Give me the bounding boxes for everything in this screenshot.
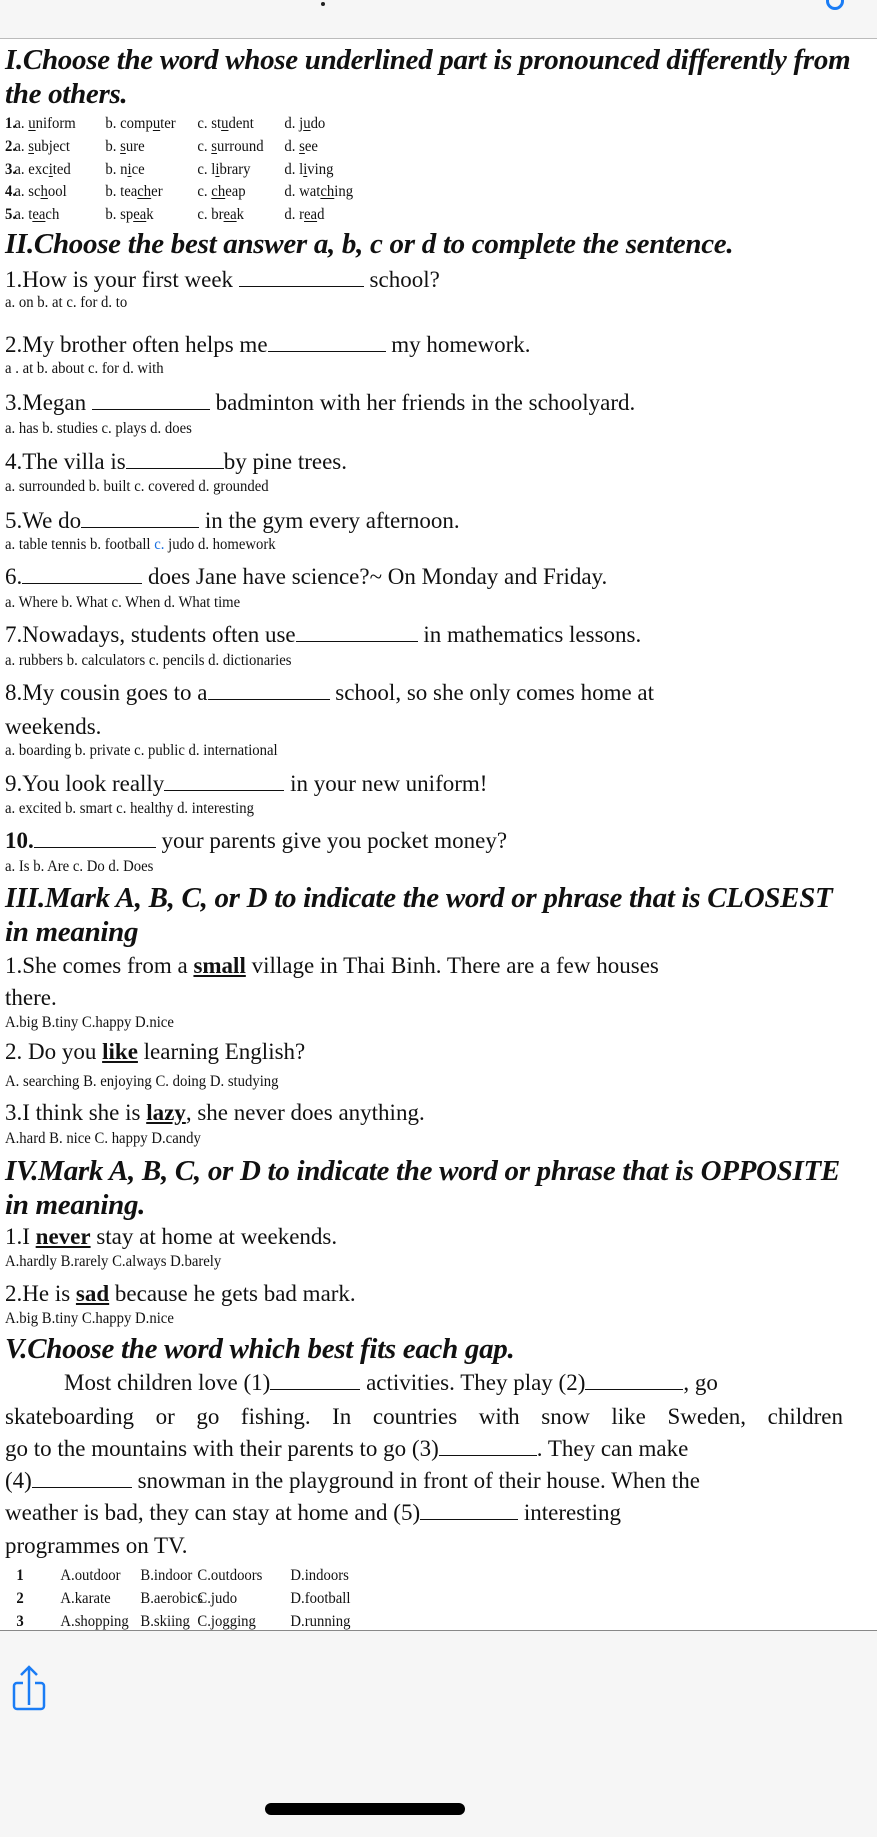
section-4-heading: IV.Mark A, B, C, or D to indicate the word or phrase that is OPPOSITE xyxy=(5,1155,840,1187)
option xyxy=(197,138,263,156)
word-part: c. xyxy=(197,183,212,200)
options-2-9: a. excited b. smart c. healthy d. interesting xyxy=(5,800,254,817)
question-2-9: 9.You look really in your new uniform! xyxy=(5,771,488,796)
word-part: d. r xyxy=(284,206,305,223)
option: B.skiing xyxy=(140,1613,190,1630)
underlined-part: ch xyxy=(211,183,226,200)
page-indicator-dot xyxy=(321,2,325,6)
underlined-part: i xyxy=(127,161,132,178)
question-3-1: 1.She comes from a small village in Thai Binh. There are a few houses xyxy=(5,953,659,978)
underlined-part: s xyxy=(299,138,305,155)
word-part: c. st xyxy=(197,115,222,132)
row-number: 3 xyxy=(16,1613,24,1630)
underlined-part: ea xyxy=(223,206,237,223)
word-part: b. n xyxy=(105,161,128,178)
options-2-8: a. boarding b. private c. public d. international xyxy=(5,742,278,759)
option xyxy=(197,183,245,201)
word-part: eap xyxy=(225,183,246,200)
question-2-1: 1.How is your first week school? xyxy=(5,267,440,292)
options-2-10: a. Is b. Are c. Do d. Does xyxy=(5,858,154,875)
word-part: urround xyxy=(217,138,264,155)
word-part: d xyxy=(317,206,325,223)
row-number: 2 xyxy=(16,1590,24,1607)
option xyxy=(197,161,250,179)
question-3-2: 2. Do you like learning English? xyxy=(5,1039,306,1064)
question-4-2: 2.He is sad because he gets bad mark. xyxy=(5,1281,356,1306)
option xyxy=(105,138,144,156)
word-part: ch xyxy=(45,206,60,223)
word-part: d. wat xyxy=(284,183,321,200)
option xyxy=(14,115,75,133)
question-2-2: 2.My brother often helps me my homework. xyxy=(5,332,531,357)
section-2-heading: II.Choose the best answer a, b, c or d to complete the sentence. xyxy=(5,228,734,260)
row-number: 2. xyxy=(5,138,17,155)
underlined-part: s xyxy=(28,138,35,155)
option: A.outdoor xyxy=(60,1567,121,1584)
underlined-part: ea xyxy=(133,206,147,223)
word-part: ted xyxy=(52,161,71,178)
option: A.karate xyxy=(60,1590,111,1607)
option xyxy=(284,161,333,179)
option xyxy=(197,206,244,224)
row-number: 3. xyxy=(5,161,17,178)
underlined-part: u xyxy=(221,115,229,132)
word-part: d. xyxy=(284,138,300,155)
underlined-part: ea xyxy=(32,206,46,223)
home-indicator[interactable] xyxy=(265,1803,465,1815)
options-3-1: A.big B.tiny C.happy D.nice xyxy=(5,1014,174,1031)
underlined-part: ch xyxy=(320,183,335,200)
option xyxy=(284,115,325,133)
word-part: b. tea xyxy=(105,183,138,200)
option: A.shopping xyxy=(60,1613,129,1630)
section-5-heading: V.Choose the word which best fits each gap. xyxy=(5,1333,515,1365)
question-2-10: 10. your parents give you pocket money? xyxy=(5,828,508,853)
underlined-part: i xyxy=(48,161,53,178)
word-part: d. l xyxy=(284,161,304,178)
section-1-heading: I.Choose the word whose underlined part is pronounced differently from xyxy=(5,44,851,76)
underlined-part: u xyxy=(28,115,36,132)
question-3-1-cont: there. xyxy=(5,985,57,1010)
word-part: do xyxy=(310,115,326,132)
word-part: ving xyxy=(307,161,334,178)
row-number: 1 xyxy=(16,1567,24,1584)
word-part: ter xyxy=(160,115,176,132)
option xyxy=(105,183,162,201)
word-part: a. exc xyxy=(14,161,49,178)
row-number: 4. xyxy=(5,183,17,200)
passage-line-4: (4) snowman in the playground in front of their house. When the xyxy=(5,1468,700,1493)
word-part: a. xyxy=(14,138,29,155)
option xyxy=(284,138,318,156)
options-4-2: A.big B.tiny C.happy D.nice xyxy=(5,1310,174,1327)
word-part: dent xyxy=(228,115,254,132)
option xyxy=(284,183,353,201)
word-part: c. l xyxy=(197,161,216,178)
word-part: k xyxy=(146,206,154,223)
share-icon[interactable] xyxy=(12,1665,46,1716)
underlined-part: ea xyxy=(304,206,318,223)
option xyxy=(14,161,70,179)
word-part: b. xyxy=(105,138,121,155)
question-4-1: 1.I never stay at home at weekends. xyxy=(5,1224,338,1249)
section-4-heading-cont: in meaning. xyxy=(5,1189,146,1221)
underlined-part: i xyxy=(303,161,308,178)
word-part: c. br xyxy=(197,206,224,223)
question-2-8: 8.My cousin goes to a school, so she only comes home at xyxy=(5,680,655,705)
word-part: d. j xyxy=(284,115,304,132)
word-part: niform xyxy=(35,115,76,132)
section-3-heading: III.Mark A, B, C, or D to indicate the word or phrase that is CLOSEST xyxy=(5,882,833,914)
word-part: ool xyxy=(47,183,67,200)
underlined-part: s xyxy=(120,138,126,155)
word-part: ubject xyxy=(34,138,70,155)
underlined-part: ch xyxy=(137,183,152,200)
option xyxy=(105,206,153,224)
options-3-2: A. searching B. enjoying C. doing D. studying xyxy=(5,1073,279,1090)
options-2-3: a. has b. studies c. plays d. does xyxy=(5,420,192,437)
word-part: b. comp xyxy=(105,115,153,132)
option xyxy=(197,115,253,133)
question-2-3: 3.Megan badminton with her friends in the schoolyard. xyxy=(5,390,636,415)
row-number: 5. xyxy=(5,206,17,223)
passage-line-6: programmes on TV. xyxy=(5,1533,188,1558)
word-part: ee xyxy=(304,138,318,155)
options-2-7: a. rubbers b. calculators c. pencils d. dictionaries xyxy=(5,652,292,669)
section-1-heading-cont: the others. xyxy=(5,78,128,110)
word-part: ing xyxy=(334,183,354,200)
options-2-4: a. surrounded b. built c. covered d. grounded xyxy=(5,478,269,495)
option: D.running xyxy=(290,1613,351,1630)
option: B.aerobics xyxy=(140,1590,203,1607)
option xyxy=(14,206,59,224)
question-2-4: 4.The villa is by pine trees. xyxy=(5,449,347,474)
question-3-3: 3.I think she is lazy, she never does anything. xyxy=(5,1100,425,1125)
word-part: k xyxy=(236,206,244,223)
passage-line-1: Most children love (1) activities. They play (2) , go xyxy=(64,1370,718,1395)
underlined-part: h xyxy=(40,183,48,200)
options-3-3: A.hard B. nice C. happy D.candy xyxy=(5,1130,201,1147)
options-2-5: a. table tennis b. football c. judo d. homework xyxy=(5,536,276,553)
word-part: brary xyxy=(219,161,251,178)
word-part: b. sp xyxy=(105,206,134,223)
section-3-heading-cont: in meaning xyxy=(5,916,139,948)
word-part: er xyxy=(151,183,163,200)
option xyxy=(14,183,66,201)
options-2-1: a. on b. at c. for d. to xyxy=(5,294,128,311)
option: C.outdoors xyxy=(197,1567,263,1584)
option: D.football xyxy=(290,1590,351,1607)
passage-line-3: go to the mountains with their parents to go (3) . They can make xyxy=(5,1436,689,1461)
option: B.indoor xyxy=(140,1567,193,1584)
row-number: 1. xyxy=(5,115,17,132)
question-2-6: 6. does Jane have science?~ On Monday and Friday. xyxy=(5,564,608,589)
question-2-7: 7.Nowadays, students often use in mathematics lessons. xyxy=(5,622,642,647)
top-bar xyxy=(0,0,877,39)
option: D.indoors xyxy=(290,1567,349,1584)
loading-indicator-icon xyxy=(826,0,844,10)
word-part: a. t xyxy=(14,206,33,223)
word-part: a. xyxy=(14,115,29,132)
underlined-part: i xyxy=(215,161,220,178)
underlined-part: u xyxy=(152,115,161,132)
underlined-part: u xyxy=(303,115,311,132)
options-2-2: a . at b. about c. for d. with xyxy=(5,360,164,377)
question-2-5: 5.We do in the gym every afternoon. xyxy=(5,508,460,533)
options-4-1: A.hardly B.rarely C.always D.barely xyxy=(5,1253,222,1270)
passage-line-5: weather is bad, they can stay at home and (5) interesting xyxy=(5,1500,621,1525)
word-part: a. sc xyxy=(14,183,41,200)
word-part: c. xyxy=(197,138,212,155)
option xyxy=(14,138,70,156)
underlined-part: s xyxy=(211,138,218,155)
word-part: ure xyxy=(125,138,145,155)
option: C.judo xyxy=(197,1590,238,1607)
option xyxy=(284,206,324,224)
options-2-6: a. Where b. What c. When d. What time xyxy=(5,594,241,611)
option: C.jogging xyxy=(197,1613,256,1630)
option xyxy=(105,115,175,133)
option xyxy=(105,161,144,179)
question-2-8-cont: weekends. xyxy=(5,714,102,739)
word-part: ce xyxy=(131,161,145,178)
passage-line-2: skateboarding or go fishing. In countries with snow like Sweden, children xyxy=(5,1404,843,1429)
